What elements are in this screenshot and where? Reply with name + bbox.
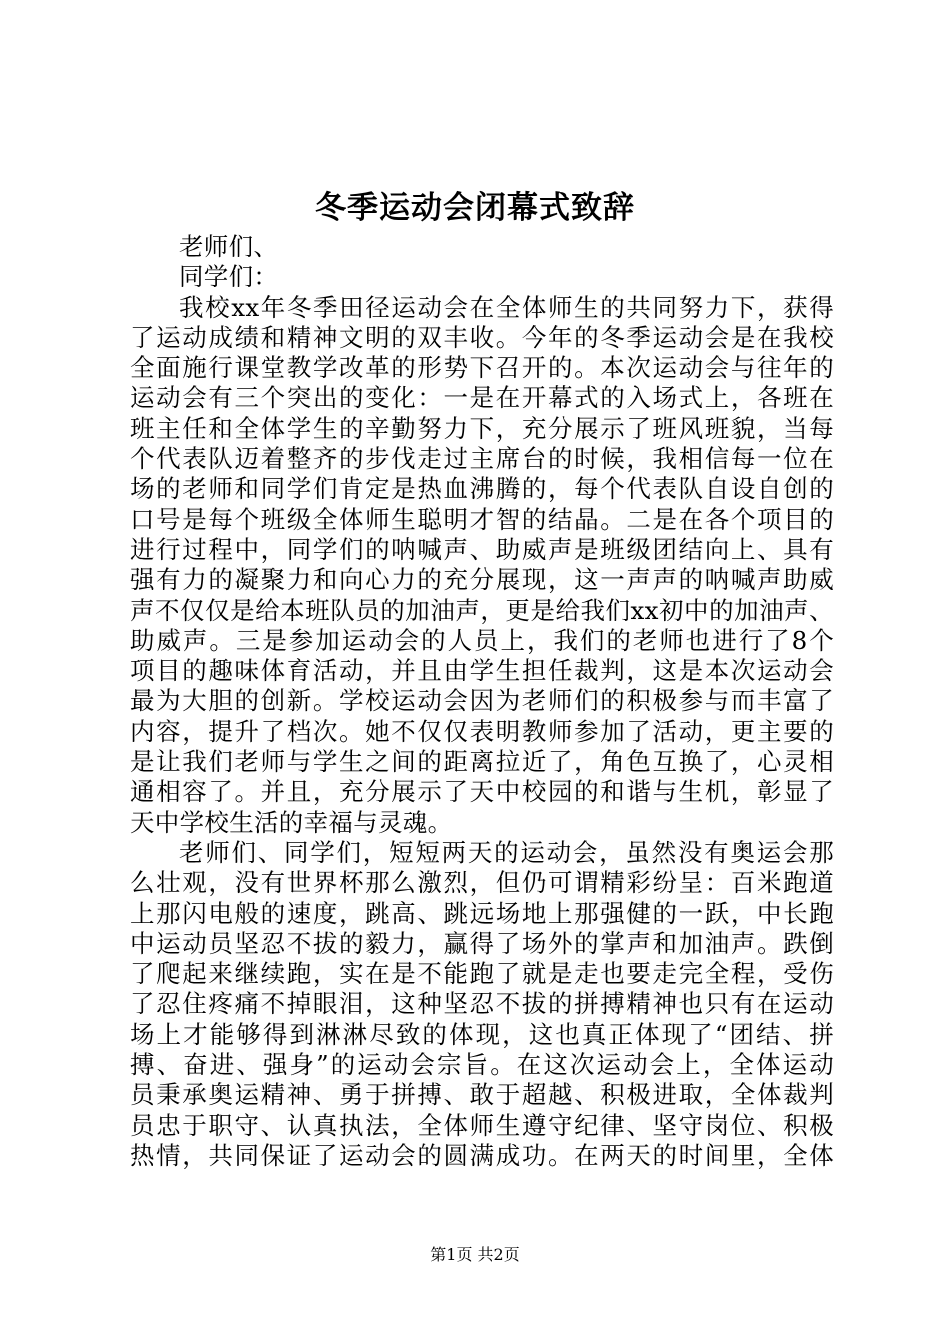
- paragraph-line: 天中学校生活的幸福与灵魂。: [130, 807, 453, 837]
- paragraph-line: 员秉承奥运精神、勇于拼搏、敢于超越、积极进取，全体裁判: [130, 1080, 834, 1110]
- paragraph-line: 通相容了。并且，充分展示了天中校园的和谐与生机，彰显了: [130, 777, 834, 807]
- paragraph-line: 了爬起来继续跑，实在是不能跑了就是走也要走完全程，受伤: [130, 959, 834, 989]
- paragraph-line: 助威声。三是参加运动会的人员上，我们的老师也进行了8个: [130, 625, 834, 655]
- document-title: 冬季运动会闭幕式致辞: [315, 190, 635, 226]
- paragraph-line: 个代表队迈着整齐的步伐走过主席台的时候，我相信每一位在: [130, 444, 834, 474]
- paragraph-line: 么壮观，没有世界杯那么激烈，但仍可谓精彩纷呈：百米跑道: [130, 868, 834, 898]
- page-number-footer: 第1页 共2页: [430, 1245, 520, 1264]
- paragraph-line: 场上才能够得到淋淋尽致的体现，这也真正体现了“团结、拼: [130, 1019, 834, 1049]
- paragraph-line: 最为大胆的创新。学校运动会因为老师们的积极参与而丰富了: [130, 686, 834, 716]
- paragraph-line: 搏、奋进、强身”的运动会宗旨。在这次运动会上，全体运动: [130, 1050, 834, 1080]
- paragraph-line: 老师们、同学们，短短两天的运动会，虽然没有奥运会那: [179, 837, 834, 867]
- paragraph-line: 全面施行课堂教学改革的形势下召开的。本次运动会与往年的: [130, 353, 834, 383]
- salutation-line: 同学们：: [179, 262, 279, 292]
- paragraph-line: 热情，共同保证了运动会的圆满成功。在两天的时间里，全体: [130, 1140, 834, 1170]
- salutation-line: 老师们、: [179, 232, 279, 261]
- paragraph-line: 进行过程中，同学们的呐喊声、助威声是班级团结向上、具有: [130, 534, 834, 564]
- paragraph-line: 项目的趣味体育活动，并且由学生担任裁判，这是本次运动会: [130, 656, 834, 686]
- paragraph-line: 是让我们老师与学生之间的距离拉近了，角色互换了，心灵相: [130, 747, 834, 777]
- paragraph-line: 口号是每个班级全体师生聪明才智的结晶。二是在各个项目的: [130, 504, 834, 534]
- paragraph-line: 了运动成绩和精神文明的双丰收。今年的冬季运动会是在我校: [130, 322, 834, 352]
- document-body: [130, 232, 834, 1171]
- paragraph-line: 班主任和全体学生的辛勤努力下，充分展示了班风班貌，当每: [130, 413, 834, 443]
- paragraph-line: 了忍住疼痛不掉眼泪，这种坚忍不拔的拼搏精神也只有在运动: [130, 989, 834, 1019]
- paragraph-line: 中运动员坚忍不拔的毅力，赢得了场外的掌声和加油声。跌倒: [130, 928, 834, 958]
- paragraph-line: 我校xx年冬季田径运动会在全体师生的共同努力下，获得: [179, 292, 834, 322]
- paragraph-line: 场的老师和同学们肯定是热血沸腾的，每个代表队自设自创的: [130, 474, 834, 504]
- paragraph-line: 强有力的凝聚力和向心力的充分展现，这一声声的呐喊声助威: [130, 565, 834, 595]
- paragraph-line: 内容，提升了档次。她不仅仅表明教师参加了活动，更主要的: [130, 716, 834, 746]
- paragraph-line: 运动会有三个突出的变化：一是在开幕式的入场式上，各班在: [130, 383, 834, 413]
- paragraph-line: 员忠于职守、认真执法，全体师生遵守纪律、坚守岗位、积极: [130, 1110, 834, 1140]
- paragraph-line: 声不仅仅是给本班队员的加油声，更是给我们xx初中的加油声、: [130, 595, 834, 625]
- paragraph-line: 上那闪电般的速度，跳高、跳远场地上那强健的一跃，中长跑: [130, 898, 834, 928]
